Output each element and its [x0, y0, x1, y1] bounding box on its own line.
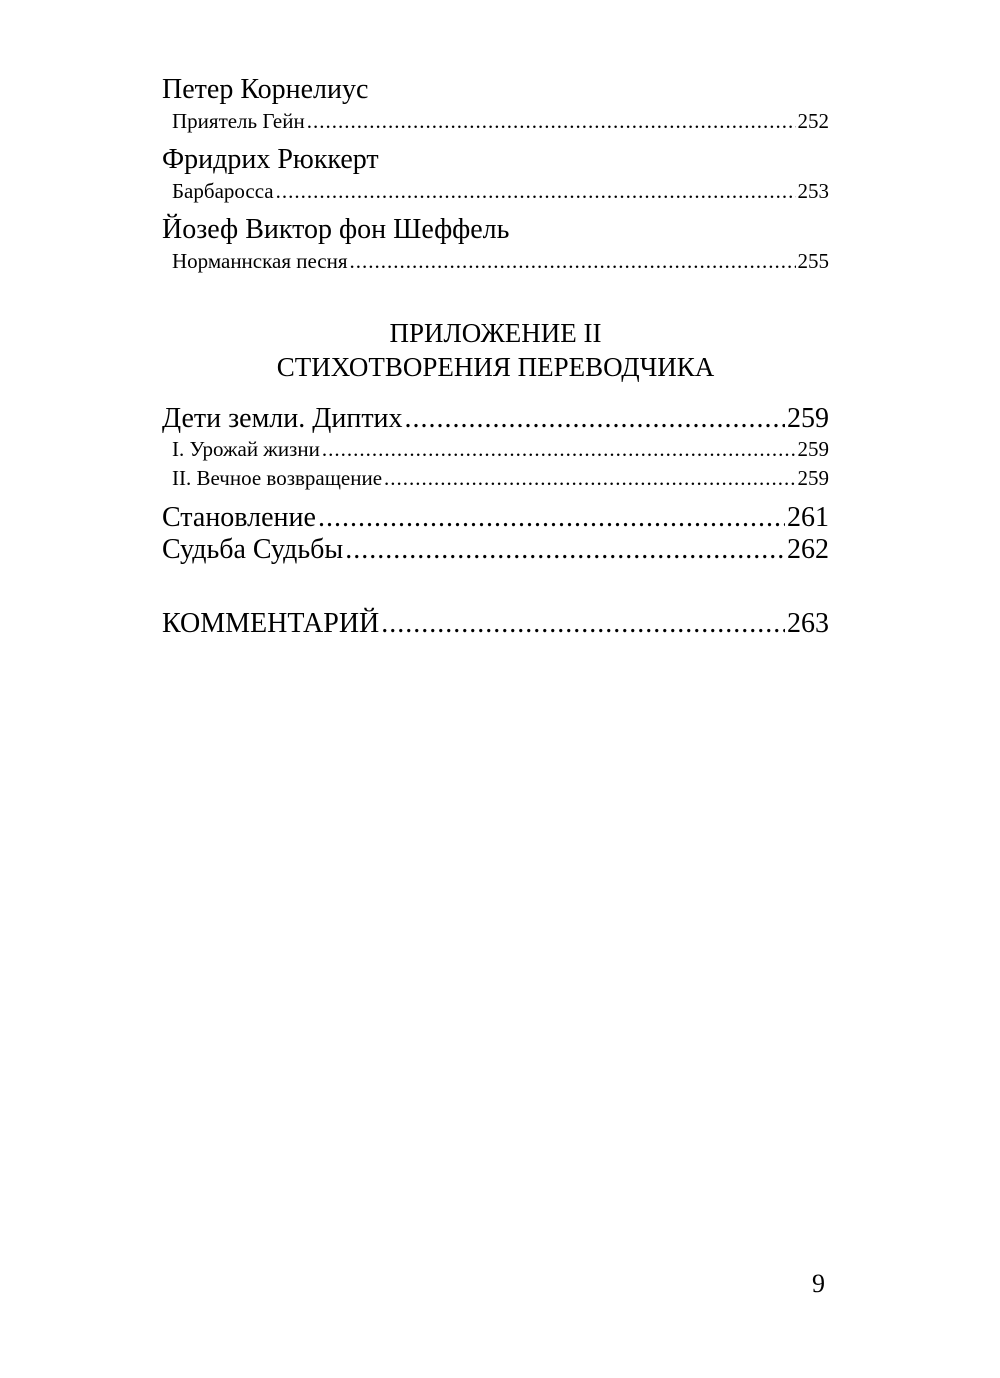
dot-leader: [318, 502, 785, 534]
dot-leader: [307, 108, 796, 134]
dot-leader: [350, 248, 796, 274]
toc-entry[interactable]: [162, 502, 829, 534]
toc-subentry[interactable]: [162, 436, 829, 462]
toc-entry-title: I. Урожай жизни: [172, 437, 320, 461]
toc-entry[interactable]: [162, 248, 829, 274]
toc-entry[interactable]: [162, 403, 829, 435]
dot-leader: [384, 465, 795, 491]
toc-entry-page: 253: [797, 179, 829, 203]
toc-entry-page: 259: [797, 437, 829, 461]
toc-entry-page: 252: [797, 109, 829, 133]
toc-entry-title: Судьба Судьбы: [162, 534, 344, 565]
toc-entry-title: Дети земли. Диптих: [162, 403, 403, 434]
toc-entry-title: Барбаросса: [172, 179, 274, 203]
appendix-heading-line1: ПРИЛОЖЕНИЕ II: [389, 318, 602, 348]
appendix-heading-line2: СТИХОТВОРЕНИЯ ПЕРЕВОДЧИКА: [276, 352, 715, 382]
toc-entry-page: 262: [787, 534, 829, 565]
toc-entry-title: II. Вечное возвращение: [172, 466, 383, 490]
toc-entry-page: 255: [797, 249, 829, 273]
author-heading: Петер Корнелиус: [162, 74, 369, 105]
toc-entry-title: Приятель Гейн: [172, 109, 305, 133]
dot-leader: [345, 534, 785, 566]
author-heading: Фридрих Рюккерт: [162, 144, 379, 175]
toc-entry[interactable]: [162, 108, 829, 134]
toc-entry-title: Становление: [162, 502, 316, 533]
toc-entry-page: 259: [787, 403, 829, 434]
toc-entry-page: 261: [787, 502, 829, 533]
toc-entry-page: 263: [787, 608, 829, 639]
toc-entry-title: КОММЕНТАРИЙ: [162, 608, 380, 639]
dot-leader: [276, 178, 796, 204]
toc-entry[interactable]: [162, 534, 829, 566]
toc-entry-title: Норманнская песня: [172, 249, 348, 273]
toc-subentry[interactable]: [162, 465, 829, 491]
toc-entry-commentary[interactable]: [162, 608, 829, 640]
page-number: 9: [812, 1269, 825, 1298]
dot-leader: [381, 608, 785, 640]
author-heading: Йозеф Виктор фон Шеффель: [162, 214, 510, 245]
toc-entry-page: 259: [797, 466, 829, 490]
dot-leader: [405, 403, 785, 435]
toc-entry[interactable]: [162, 178, 829, 204]
dot-leader: [322, 436, 796, 462]
